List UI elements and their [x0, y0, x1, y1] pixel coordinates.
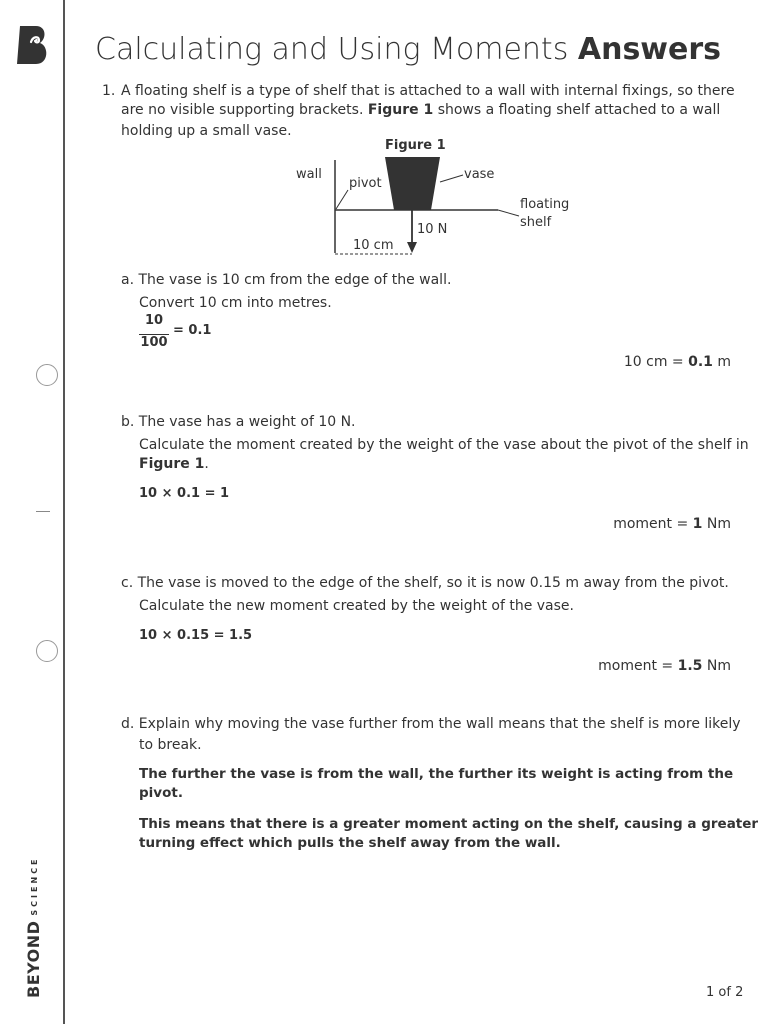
part-b-answer: moment = 1 Nm: [613, 516, 731, 532]
punch-hole-bottom: [36, 640, 58, 662]
vase-label: vase: [464, 167, 495, 182]
part-b-working: 10 × 0.1 = 1: [139, 486, 230, 501]
title-main: Calculating and Using Moments: [95, 32, 569, 67]
part-a-line-2: Convert 10 cm into metres.: [139, 295, 332, 311]
part-c-line-2: Calculate the new moment created by the weight of the vase.: [139, 598, 574, 614]
vase-shape: [385, 157, 440, 210]
wall-label: wall: [296, 167, 322, 182]
part-d-line-1: d. Explain why moving the vase further from the wall means that the shelf is more likely: [121, 716, 741, 732]
figure-1: [280, 132, 580, 262]
part-b-line-3: Figure 1.: [139, 456, 209, 472]
shelf-label-1: floating: [520, 197, 570, 212]
vase-leader: [440, 175, 463, 182]
part-d-line-2: to break.: [139, 737, 202, 753]
force-arrow-head: [407, 242, 417, 253]
part-d-answer-1b: pivot.: [139, 785, 183, 801]
part-a-line-1: a. The vase is 10 cm from the edge of the wall.: [121, 272, 452, 288]
fraction-denominator: 100: [140, 335, 168, 350]
fraction-numerator: 10: [145, 313, 164, 328]
beyond-logo-icon: [14, 24, 52, 66]
part-b-line-2: Calculate the moment created by the weight of the vase about the pivot of the shelf in: [139, 437, 749, 453]
figure-title: Figure 1: [385, 138, 446, 153]
part-a-fraction: [139, 313, 219, 353]
intro-line-2: are no visible supporting brackets. Figure 1 shows a floating shelf attached to a wall: [121, 102, 721, 118]
part-d-answer-2a: This means that there is a greater moment acting on the shelf, causing a greater: [139, 816, 759, 832]
page-number: 1 of 2: [706, 985, 744, 1000]
fraction-result: = 0.1: [173, 323, 212, 338]
punch-hole-top: [36, 364, 58, 386]
page-title: [95, 32, 721, 67]
brand-name: BEYOND: [24, 920, 43, 998]
intro-line-3: holding up a small vase.: [121, 123, 292, 139]
fold-mark: [36, 511, 50, 512]
brand-vertical: [24, 856, 43, 998]
title-bold: Answers: [577, 32, 722, 67]
pivot-label: pivot: [349, 176, 382, 191]
brand-suffix: SCIENCE: [30, 856, 39, 916]
part-c-working: 10 × 0.15 = 1.5: [139, 628, 253, 643]
part-b-line-1: b. The vase has a weight of 10 N.: [121, 414, 356, 430]
part-c-answer: moment = 1.5 Nm: [598, 658, 731, 674]
force-label: 10 N: [417, 222, 448, 237]
part-d-answer-2b: turning effect which pulls the shelf away from the wall.: [139, 835, 561, 851]
part-c-line-1: c. The vase is moved to the edge of the shelf, so it is now 0.15 m away from the pivot.: [121, 575, 729, 591]
intro-line-1: A floating shelf is a type of shelf that is attached to a wall with internal fixings, so there: [121, 83, 735, 99]
part-a-answer: 10 cm = 0.1 m: [623, 354, 731, 370]
shelf-leader: [498, 210, 519, 216]
shelf-label-2: shelf: [520, 215, 552, 230]
part-d-answer-1a: The further the vase is from the wall, the further its weight is acting from the: [139, 766, 734, 782]
margin-line: [63, 0, 65, 1024]
question-number: 1.: [102, 83, 116, 99]
distance-label: 10 cm: [353, 238, 394, 253]
pivot-leader: [336, 190, 348, 209]
